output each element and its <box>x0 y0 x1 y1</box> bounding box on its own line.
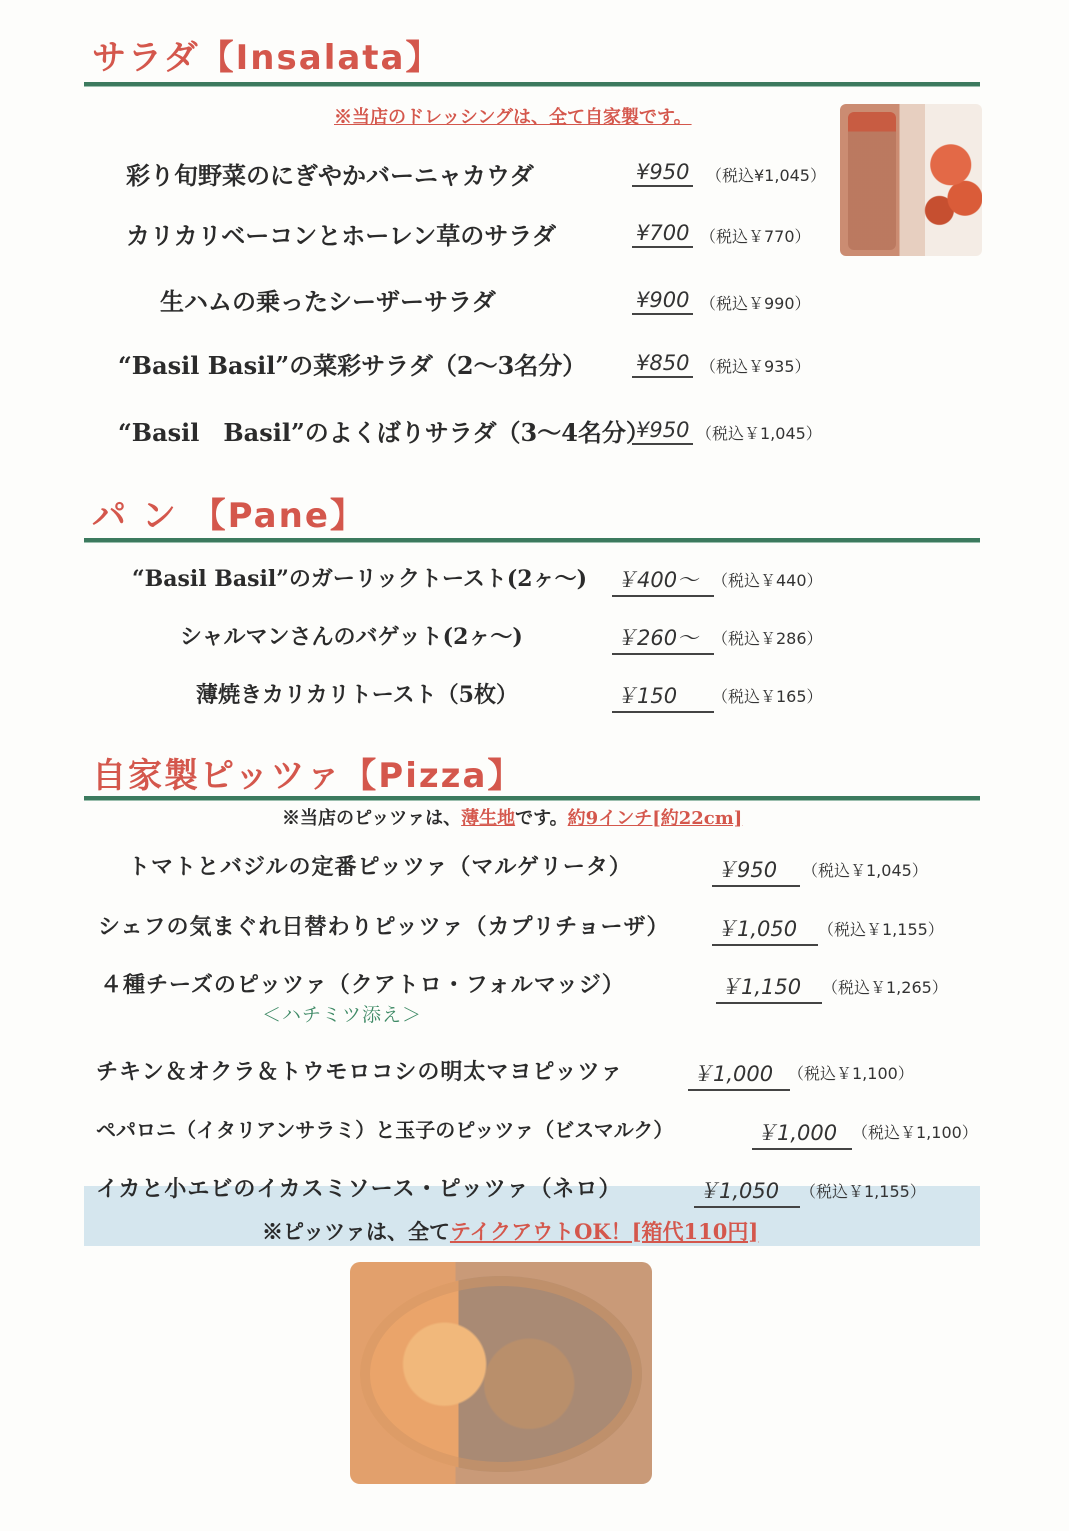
pizza-item-name: ４種チーズのピッツァ（クアトロ・フォルマッジ） <box>100 973 625 998</box>
salad-divider <box>84 82 980 87</box>
salad-item-name: “Basil Basil”のよくばりサラダ（3～4名分） <box>118 418 650 447</box>
pane-divider <box>84 538 980 543</box>
salad-item-tax: （税込￥1,045） <box>696 424 822 443</box>
pizza-section-title: 自家製ピッツァ【Pizza】 <box>92 756 524 796</box>
pizza-note-size: 約9インチ[約22cm] <box>567 808 743 829</box>
salad-item-price: ¥900 <box>632 288 693 315</box>
pizza-photo <box>350 1262 652 1484</box>
pizza-item-tax: （税込￥1,100） <box>788 1064 914 1083</box>
pizza-item-name: シェフの気まぐれ日替わりピッツァ（カプリチョーザ） <box>98 915 670 940</box>
pizza-item-name: ペパロニ（イタリアンサラミ）と玉子のピッツァ（ビスマルク） <box>96 1118 674 1142</box>
pane-item-name: シャルマンさんのバゲット(2ヶ～) <box>180 624 523 650</box>
pizza-item-tax: （税込￥1,045） <box>802 861 928 880</box>
pizza-divider <box>84 796 980 801</box>
pizza-item-name: チキン＆オクラ＆トウモロコシの明太マヨピッツァ <box>96 1060 624 1085</box>
salad-item-tax: （税込￥770） <box>700 227 811 246</box>
pizza-note-thin-crust: 薄生地 <box>461 808 516 829</box>
salad-item-tax: （税込￥935） <box>700 357 811 376</box>
salad-item-price: ¥950 <box>632 160 693 187</box>
pizza-item-name: トマトとバジルの定番ピッツァ（マルゲリータ） <box>128 855 632 880</box>
salad-item-price: ¥950 <box>632 418 693 445</box>
pizza-item-tax: （税込￥1,155） <box>800 1182 926 1201</box>
pane-item-name: 薄焼きカリカリトースト（5枚） <box>196 682 518 708</box>
salad-item-price: ¥850 <box>632 351 693 378</box>
salad-item-tax: （税込¥1,045） <box>706 166 826 185</box>
pane-item-price: ￥400～ <box>612 564 714 597</box>
takeout-note <box>262 1216 758 1246</box>
pane-item-price: ￥150 <box>612 680 714 713</box>
pizza-item-price: ￥950 <box>712 854 800 887</box>
pizza-note-text: ※当店のピッツァは、 <box>282 808 462 829</box>
pizza-item-tax: （税込￥1,265） <box>822 978 948 997</box>
takeout-note-text: ※ピッツァは、全て <box>262 1219 450 1244</box>
salad-item-name: 生ハムの乗ったシーザーサラダ <box>160 287 496 316</box>
pane-item-price: ￥260～ <box>612 622 714 655</box>
salad-item-name: 彩り旬野菜のにぎやかバーニャカウダ <box>126 161 534 190</box>
pizza-item-honey-note: ＜ハチミツ添え＞ <box>262 1004 423 1026</box>
pizza-item-tax: （税込￥1,100） <box>852 1123 978 1142</box>
pane-item-name: “Basil Basil”のガーリックトースト(2ヶ～) <box>132 566 588 592</box>
pizza-item-name: イカと小エビのイカスミソース・ピッツァ（ネロ） <box>96 1177 622 1202</box>
pizza-item-tax: （税込￥1,155） <box>818 920 944 939</box>
takeout-note-highlight: テイクアウトOK！[箱代110円] <box>449 1219 759 1244</box>
pizza-item-price: ￥1,000 <box>688 1058 790 1091</box>
dressing-bottle-image <box>848 112 896 250</box>
pizza-item-price: ￥1,050 <box>712 913 818 946</box>
pane-item-tax: （税込￥286） <box>712 629 823 648</box>
salad-dressing-note: ※当店のドレッシングは、全て自家製です。 <box>334 107 692 128</box>
salad-item-name: “Basil Basil”の菜彩サラダ（2～3名分） <box>118 351 587 380</box>
pane-item-tax: （税込￥440） <box>712 571 823 590</box>
salad-item-price: ¥700 <box>632 221 693 248</box>
pane-item-tax: （税込￥165） <box>712 687 823 706</box>
pizza-dough-note <box>282 804 742 830</box>
pizza-item-price: ￥1,050 <box>694 1175 800 1208</box>
pizza-image <box>360 1276 642 1472</box>
pizza-item-price: ￥1,150 <box>716 971 822 1004</box>
pane-section-title: パ ン 【Pane】 <box>92 496 366 536</box>
pizza-item-price: ￥1,000 <box>752 1117 852 1150</box>
pizza-note-text-mid: です。 <box>515 808 568 829</box>
salad-item-tax: （税込￥990） <box>700 294 811 313</box>
salad-section-title: サラダ【Insalata】 <box>92 38 442 78</box>
salad-item-name: カリカリベーコンとホーレン草のサラダ <box>126 221 556 250</box>
